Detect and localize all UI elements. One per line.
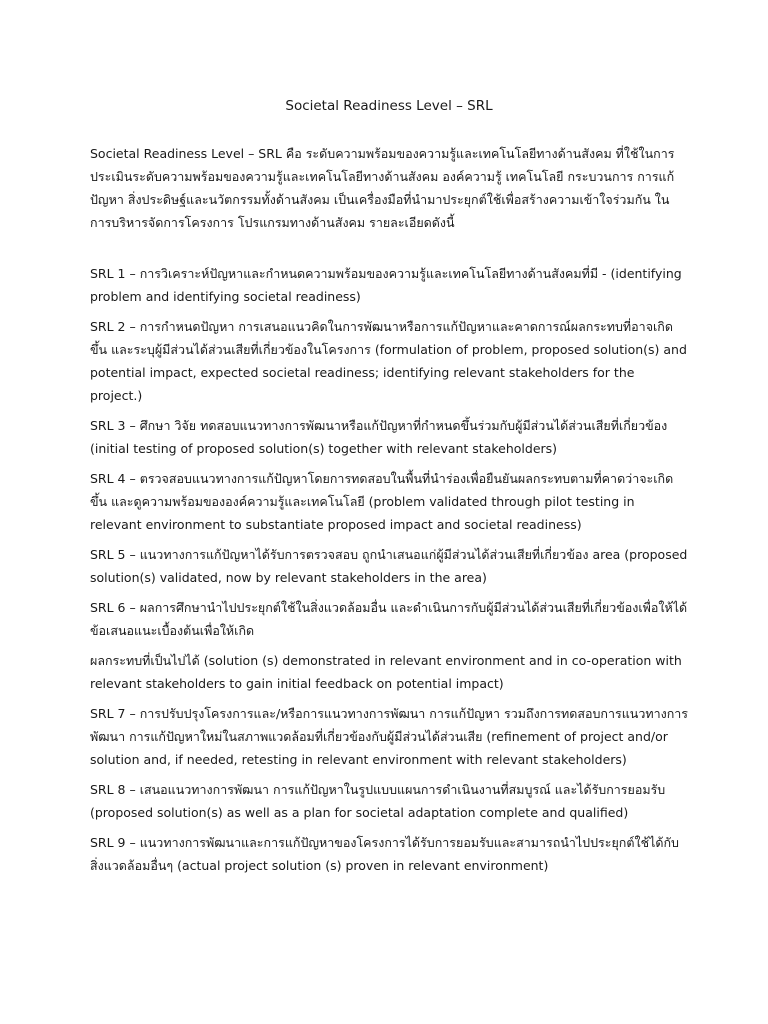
srl-paragraph-4: SRL 4 – ตรวจสอบแนวทางการแก้ปัญหาโดยการทดสอบในพื้นที่นำร่องเพื่อยืนยันผลกระทบตามที่คาดว่าจะเกิดขึ้น และดูความพร้อมขององค์ความรู้และเทคโนโลยี (problem validated through pilot testing in relevant environment to substantiate proposed impact and societal readiness) <box>90 471 674 532</box>
srl-paragraph-8: SRL 8 – เสนอแนวทางการพัฒนา การแก้ปัญหาในรูปแบบแผนการดำเนินงานที่สมบูรณ์ และได้รับการยอมรับ (proposed solution(s) as well as a plan for societal adaptation complete and qualified) <box>90 782 666 820</box>
srl-paragraph-9: SRL 9 – แนวทางการพัฒนาและการแก้ปัญหาของโครงการได้รับการยอมรับและสามารถนำไปประยุกต์ใช้ได้กับสิ่งแวดล้อมอื่นๆ (actual project solution (s) proven in relevant environment) <box>90 835 679 873</box>
srl-paragraph-1: SRL 1 – การวิเคราะห์ปัญหาและกำหนดความพร้อมของความรู้และเทคโนโลยีทางด้านสังคมที่มี - (identifying problem and identifying societal readiness) <box>90 266 682 304</box>
intro-paragraph: Societal Readiness Level – SRL คือ ระดับความพร้อมของความรู้และเทคโนโลยีทางด้านสังคม ที่ใช้ในการประเมินระดับความพร้อมของความรู้และเทคโนโลยีทางด้านสังคม องค์ความรู้ เทคโนโลยี กระบวนการ การแก้ปัญหา สิ่งประดิษฐ์และนวัตกรรมทั้งด้านสังคม เป็นเครื่องมือที่นำมาประยุกต์ใช้เพื่อสร้างความเข้าใจร่วมกัน ในการบริหารจัดการโครงการ โปรแกรมทางด้านสังคม รายละเอียดดังนี้ <box>90 146 675 230</box>
srl-paragraph-6-continued: ผลกระทบที่เป็นไปได้ (solution (s) demonstrated in relevant environment and in co-operation with relevant stakeholders to gain initial feedback on potential impact) <box>90 653 682 691</box>
srl-paragraph-7: SRL 7 – การปรับปรุงโครงการและ/หรือการแนวทางการพัฒนา การแก้ปัญหา รวมถึงการทดสอบการแนวทางการพัฒนา การแก้ปัญหาใหม่ในสภาพแวดล้อมที่เกี่ยวข้องกับผู้มีส่วนได้ส่วนเสีย (refinement of project and/or solution and, if needed, retesting in relevant environment with relevant stakeholders) <box>90 706 688 767</box>
srl-paragraph-3: SRL 3 – ศึกษา วิจัย ทดสอบแนวทางการพัฒนาหรือแก้ปัญหาที่กำหนดขึ้นร่วมกับผู้มีส่วนได้ส่วนเสียที่เกี่ยวข้อง (initial testing of proposed solution(s) together with relevant stakeholders) <box>90 418 668 456</box>
srl-paragraph-5: SRL 5 – แนวทางการแก้ปัญหาได้รับการตรวจสอบ ถูกนำเสนอแก่ผู้มีส่วนได้ส่วนเสียที่เกี่ยวข้อง area (proposed solution(s) validated, now by relevant stakeholders in the area) <box>90 547 688 585</box>
page-title: Societal Readiness Level – SRL <box>285 98 493 114</box>
srl-paragraph-6: SRL 6 – ผลการศึกษานำไปประยุกต์ใช้ในสิ่งแวดล้อมอื่น และดำเนินการกับผู้มีส่วนได้ส่วนเสียที่เกี่ยวข้องเพื่อให้ได้ข้อเสนอแนะเบื้องต้นเพื่อให้เกิด <box>90 600 688 638</box>
srl-paragraph-2: SRL 2 – การกำหนดปัญหา การเสนอแนวคิดในการพัฒนาหรือการแก้ปัญหาและคาดการณ์ผลกระทบที่อาจเกิดขึ้น และระบุผู้มีส่วนได้ส่วนเสียที่เกี่ยวข้องในโครงการ (formulation of problem, proposed solution(s) and potential impact, expected societal readiness; identifying relevant stakeholders for the project.) <box>90 319 687 403</box>
